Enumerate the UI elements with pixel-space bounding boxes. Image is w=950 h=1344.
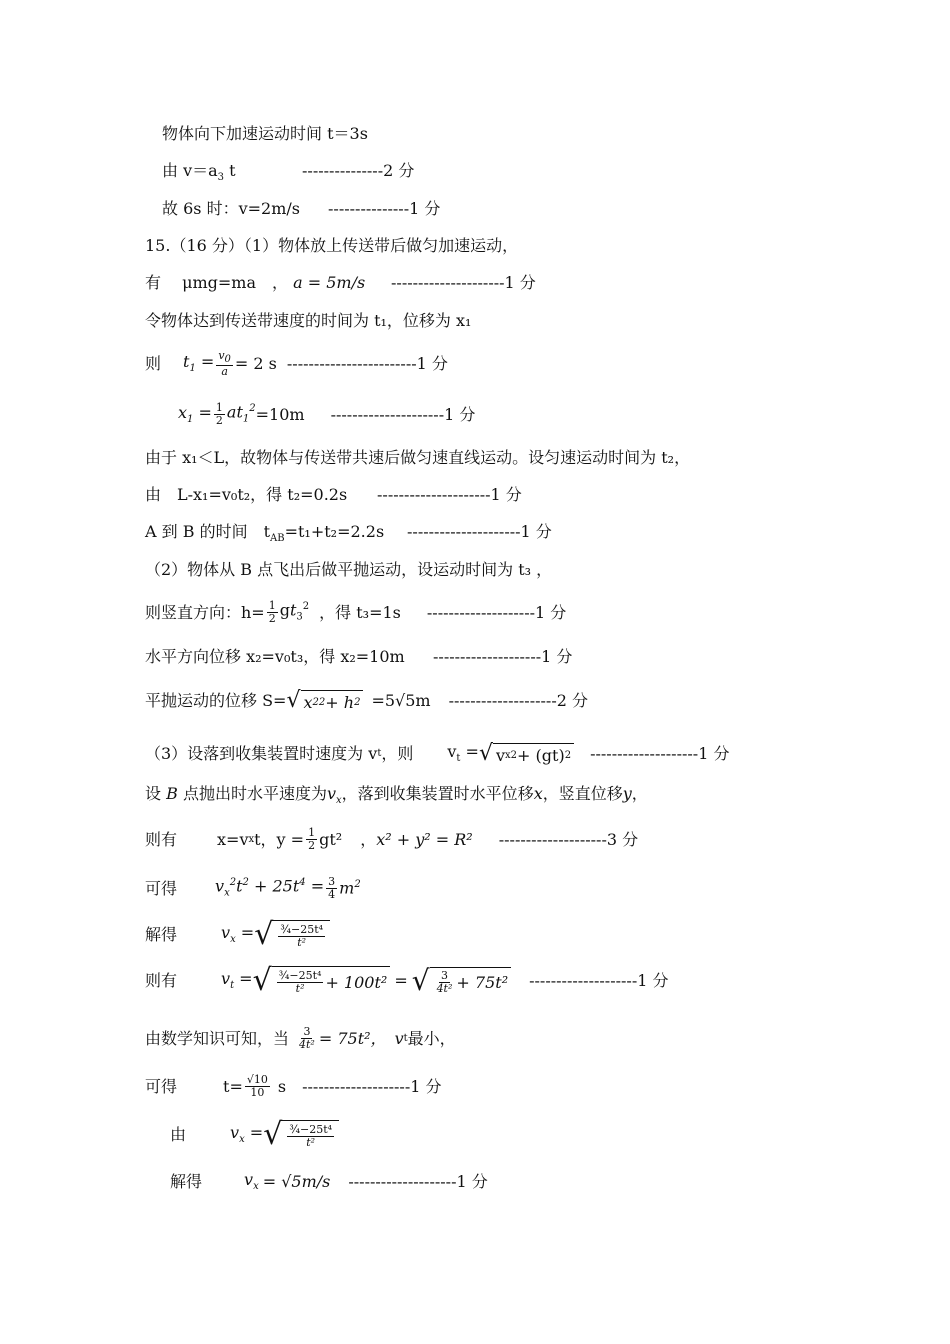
gt3-squared: $gt_3^2$ [279,600,310,623]
line-20 [145,917,330,952]
sqrt-vt-expression-1: √ $\frac{\text{¾−25t⁴}}{\text{t²}}$ + 100t² [253,966,391,996]
circle-equation: x² + y² = R² [376,829,473,849]
line-17-text-4: ，竖直位移 [542,784,623,803]
line-2-sub: 3 [217,172,225,184]
line-17-x: x [533,784,543,803]
line-16-sub: t [377,748,382,759]
line-5-score: ---------------------1 分 [391,273,536,292]
line-5 [145,273,536,292]
line-3-score: ---------------1 分 [328,199,441,218]
line-7-text: 则 [145,354,162,374]
line-14 [145,647,573,666]
fraction-half-3: $\frac{1}{2}$ [308,826,316,853]
line-21-score: --------------------1 分 [529,971,669,990]
vt-symbol: $v_t$ = [447,741,479,765]
fraction-three-quarters: $\frac{3}{4}$ [328,875,336,902]
line-23 [145,1074,442,1099]
line-19-text: 可得 [145,878,178,898]
sqrt-vx2-gt2: √ v x 2 + (gt) 2 [479,743,574,765]
fraction-sqrt10-10: $\frac{√10}{10}$ [246,1073,268,1100]
line-18-comma: ， [360,829,377,849]
line-2-text: 由 v＝a [162,161,218,180]
line-5-text: 有 μmg=ma ， [145,273,289,292]
line-1: 物体向下加速运动时间 t＝3s [162,124,368,143]
line-22-sub: t [403,1032,408,1044]
fraction-vx-2: $\frac{\text{¾−25t⁴}}{\text{t²}}$ [289,1122,333,1149]
line-25-score: --------------------1 分 [348,1172,488,1192]
line-18-eq-2: t，y = [254,829,305,849]
line-23-unit: s [277,1076,287,1096]
line-3-text: 故 6s 时：v=2m/s [162,199,300,218]
line-10-text: 由 L-x₁=v₀t₂，得 t₂=0.2s [145,485,348,504]
line-11-text-b: =t₁+t₂=2.2s [284,522,385,541]
line-16-text-b: ，则 [381,744,414,763]
line-13 [145,600,566,625]
line-10 [145,485,522,504]
line-17-x-sub: x [336,795,342,807]
line-13-text-b: ，得 t₃=1s [319,602,401,622]
line-18-score: --------------------3 分 [498,829,639,849]
at1-squared: $at_1^2$ [226,402,256,425]
line-7-score: ------------------------1 分 [286,354,448,374]
m-squared: $m^2$ [339,878,361,898]
line-15-text: 平抛运动的位移 S= [145,691,287,710]
line-17-b: B [166,784,178,803]
line-8-score: ---------------------1 分 [330,404,476,424]
fraction-vt-1: $\frac{\text{¾−25t⁴}}{\text{t²}}$ [278,968,322,995]
sqrt-vt-expression-2: √ $\frac{3}{\text{4t²}}$ + 75t² [412,967,511,995]
vt-symbol-2: $v_t$ = [221,968,253,992]
line-24 [170,1117,339,1152]
x1-symbol: $x_1$ = [178,402,212,425]
line-18 [145,827,638,852]
line-22-eq: = 75t²， [318,1028,387,1048]
line-25-result: = √5m/s [262,1172,331,1192]
line-11-sub: AB [270,533,285,545]
line-17-text-3: ，落到收集装置时水平位移 [341,784,534,803]
line-19-equation: $v_x^2t^2 + 25t^4$ = [215,876,325,899]
line-15 [145,690,588,712]
line-6: 令物体达到传送带速度的时间为 t₁，位移为 x₁ [145,311,472,330]
line-22 [145,1026,456,1051]
line-18-text: 则有 [145,829,178,849]
line-14-score: --------------------1 分 [433,647,573,666]
t1-symbol: $t_1$ = [183,352,215,375]
line-9: 由于 x₁＜L，故物体与传送带共速后做匀速直线运动。设匀速运动时间为 t₂， [145,448,691,467]
fraction-v0-a: $\frac{v_0}{a}$ [218,349,231,379]
line-8-result: =10m [255,404,305,424]
fraction-half: $\frac{1}{2}$ [215,401,223,428]
question-15-heading: 15.（16 分）（1）物体放上传送带后做匀加速运动， [145,236,519,255]
fraction-3-4t2: $\frac{3}{\text{4t²}}$ [299,1025,315,1052]
line-16 [145,743,729,765]
line-2-text-b: t [224,161,236,180]
fraction-half-2: $\frac{1}{2}$ [268,599,276,626]
line-11 [145,522,552,545]
line-7-result: = 2 s [234,354,277,374]
line-18-gt2: gt² [319,829,343,849]
line-17-text-2: 点抛出时水平速度为 [182,784,327,803]
line-18-eq-1: x=v [217,829,249,849]
line-25-text: 解得 [170,1172,203,1192]
line-8 [178,402,475,427]
line-15-score: --------------------2 分 [448,691,588,710]
line-25 [170,1172,488,1192]
line-11-text: A 到 B 的时间 t [145,522,271,541]
line-5-formula: a = 5m/s [293,273,366,292]
line-13-text: 则竖直方向：h= [145,602,265,622]
line-17-text-5: ， [631,784,648,803]
line-13-score: --------------------1 分 [426,602,567,622]
line-17 [145,786,648,806]
line-10-score: ---------------------1 分 [377,485,522,504]
line-20-text: 解得 [145,925,178,944]
line-24-text: 由 [170,1125,187,1144]
line-2-score: ---------------2 分 [302,161,415,180]
line-17-v: v [326,784,337,803]
sqrt-vx-expression-2: √ $\frac{\text{¾−25t⁴}}{\text{t²}}$ [263,1120,339,1150]
line-3 [162,199,441,218]
line-11-score: ---------------------1 分 [407,522,552,541]
line-22-text: 由数学知识可知，当 [145,1028,290,1048]
line-22-v: v [394,1028,404,1048]
line-21-text: 则有 [145,971,178,990]
line-23-t: t= [223,1076,243,1096]
vx-symbol-3: $v_x$ [244,1170,259,1193]
part-3-heading: （3）设落到收集装置时速度为 v [145,744,378,763]
line-18-sub: x [248,833,255,845]
part-2-heading: （2）物体从 B 点飞出后做平抛运动，设运动时间为 t₃ ， [145,560,553,579]
line-21: 则有 $v_t$ = √ $\frac{\text{¾−25t⁴}}{\text{t²}}$ + 100t² = √ $\frac{3}{\text{4t²}}$ + 75t² --------------------1 分 [145,963,669,998]
line-14-text: 水平方向位移 x₂=v₀t₃，得 x₂=10m [145,647,405,666]
line-15-result: =5√5m [371,691,431,710]
vx-symbol-2: $v_x$ = [230,1122,264,1146]
line-23-score: --------------------1 分 [302,1076,442,1096]
line-22-text-b: 最小， [407,1028,456,1048]
line-23-text: 可得 [145,1076,178,1096]
line-17-text-1: 设 [145,784,162,803]
line-7 [145,350,448,378]
sqrt-vx-expression: √ $\frac{\text{¾−25t⁴}}{\text{t²}}$ [254,920,330,950]
sqrt-x2-h2: √ x 2 2 + h 2 [286,690,363,712]
line-17-y: y [622,784,632,803]
line-19 [145,876,361,901]
line-2 [162,161,415,184]
fraction-vx: $\frac{\text{¾−25t⁴}}{\text{t²}}$ [280,922,324,949]
line-16-score: --------------------1 分 [590,744,730,763]
vx-symbol: $v_x$ = [221,922,255,946]
fraction-vt-2: $\frac{3}{\text{4t²}}$ [436,968,453,995]
